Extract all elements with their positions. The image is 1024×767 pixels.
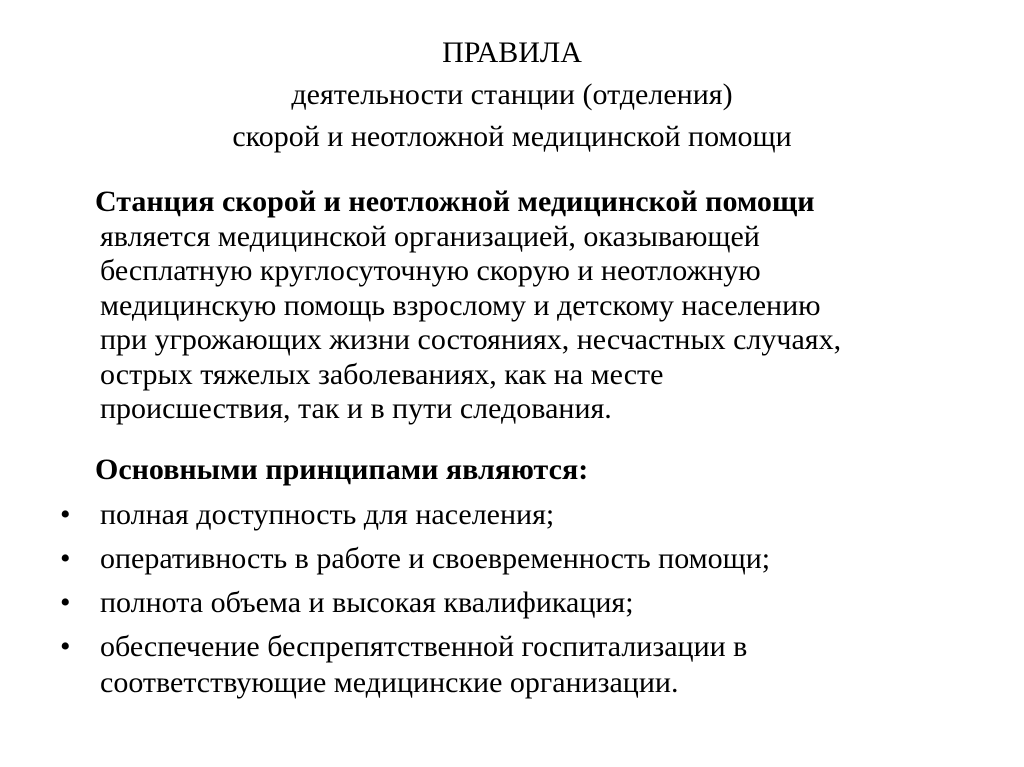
principle-text: обеспечение беспрепятственной госпитализации в	[100, 630, 748, 663]
intro-line: происшествия, так и в пути следования.	[100, 392, 612, 425]
bullet-icon: •	[60, 630, 71, 663]
principle-item	[0, 541, 1024, 577]
bullet-icon: •	[60, 586, 71, 619]
principle-text: оперативность в работе и своевременность помощи;	[100, 542, 771, 575]
document-title	[0, 32, 1024, 158]
bullet-icon: •	[60, 542, 71, 575]
title-subtitle-line-2: скорой и неотложной медицинской помощи	[232, 120, 792, 153]
principle-text: полнота объема и высокая квалификация;	[100, 586, 634, 619]
principle-text: полная доступность для населения;	[100, 498, 555, 531]
principle-item	[0, 497, 1024, 533]
principle-item	[0, 629, 1024, 701]
principle-item	[0, 585, 1024, 621]
principle-text: соответствующие медицинские организации.	[100, 666, 679, 699]
intro-line: является медицинской организацией, оказывающей	[100, 219, 760, 253]
intro-paragraph	[0, 185, 1024, 427]
intro-line: острых тяжелых заболеваниях, как на месте	[100, 357, 664, 391]
title-heading: ПРАВИЛА	[442, 36, 582, 69]
bullet-icon: •	[60, 498, 71, 531]
intro-line: медицинскую помощь взрослому и детскому населению	[100, 288, 821, 322]
intro-line: бесплатную круглосуточную скорую и неотложную	[100, 254, 761, 287]
intro-line: при угрожающих жизни состояниях, несчастных случаях,	[100, 323, 842, 356]
intro-subject: Станция скорой и неотложной медицинской помощи	[95, 185, 815, 218]
principles-heading: Основными принципами являются:	[95, 453, 589, 486]
title-subtitle-line-1: деятельности станции (отделения)	[291, 78, 733, 111]
